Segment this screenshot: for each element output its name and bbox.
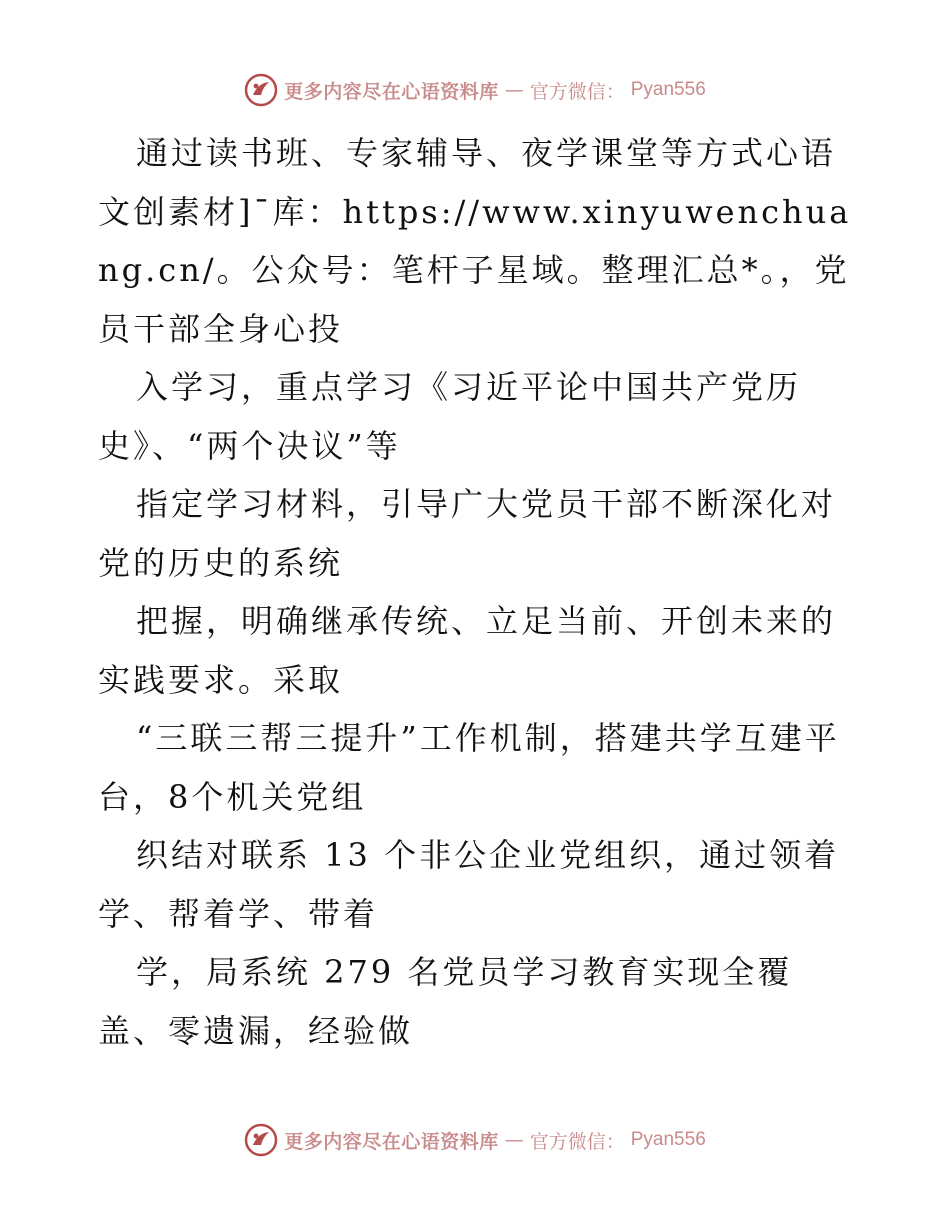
banner-separator: — xyxy=(504,79,524,101)
header-watermark xyxy=(0,70,950,110)
document-body xyxy=(98,124,858,1060)
paragraph: 通过读书班、专家辅导、夜学课堂等方式心语文创素材]¯库：https://www.xinyuwenchuang.cn/。公众号：笔杆子星域。整理汇总*。，党员干部全身心投 xyxy=(98,134,852,348)
banner-site-text: 更多内容尽在心语资料库 xyxy=(284,80,499,103)
brand-logo-icon xyxy=(244,73,278,107)
brand-logo-icon xyxy=(244,1123,278,1157)
banner-wechat-label: 官方微信： xyxy=(529,80,625,103)
footer-watermark xyxy=(0,1120,950,1160)
paragraph: “三联三帮三提升”工作机制，搭建共学互建平台，8个机关党组 xyxy=(98,719,840,816)
banner-site-text: 更多内容尽在心语资料库 xyxy=(284,1130,499,1153)
paragraph: 学，局系统 279 名党员学习教育实现全覆盖、零遗漏，经验做 xyxy=(98,953,793,1050)
paragraph: 入学习，重点学习《习近平论中国共产党历史》、“两个决议”等 xyxy=(98,368,802,465)
paragraph: 织结对联系 13 个非公企业党组织，通过领着学、帮着学、带着 xyxy=(98,836,840,933)
paragraph: 把握，明确继承传统、立足当前、开创未来的实践要求。采取 xyxy=(98,602,837,699)
paragraph: 指定学习材料，引导广大党员干部不断深化对党的历史的系统 xyxy=(98,485,837,582)
banner-wechat-label: 官方微信： xyxy=(529,1130,625,1153)
banner-wechat-id: Pyan556 xyxy=(630,79,706,100)
banner-wechat-id: Pyan556 xyxy=(630,1129,706,1150)
banner-separator: — xyxy=(504,1129,524,1151)
